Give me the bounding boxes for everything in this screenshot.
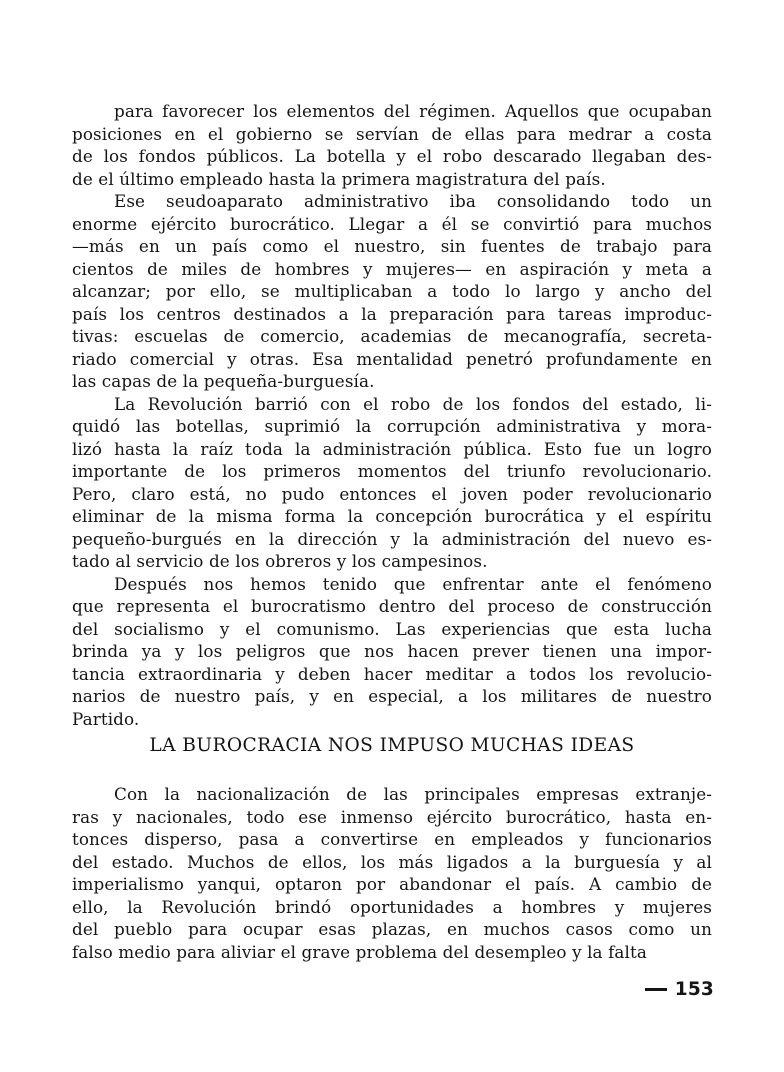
body-text-bottom — [72, 783, 712, 963]
text-line: para favorecer los elementos del régimen. Aquellos que ocupaban — [114, 101, 712, 121]
text-line: importante de los primeros momentos del triunfo revolucionario. — [72, 461, 712, 481]
text-line: pequeño-burgués en la dirección y la administración del nuevo es- — [72, 528, 712, 549]
text-line: del estado. Muchos de ellos, los más ligados a la burguesía y al — [72, 851, 712, 872]
text-line: Pero, claro está, no pudo entonces el joven poder revolucionario — [72, 483, 712, 504]
text-line: narios de nuestro país, y en especial, a los militares de nuestro — [72, 686, 712, 706]
text-line: brinda ya y los peligros que nos hacen prever tienen una impor- — [72, 641, 712, 661]
text-line: de los fondos públicos. La botella y el robo descarado llegaban des- — [72, 146, 712, 166]
text-line: Partido. — [72, 708, 140, 729]
text-line: Después nos hemos tenido que enfrentar ante el fenómeno — [114, 573, 712, 594]
section-heading: LA BUROCRACIA NOS IMPUSO MUCHAS IDEAS — [149, 735, 635, 756]
text-line: —más en un país como el nuestro, sin fuentes de trabajo para — [72, 236, 712, 256]
page-number-value: 153 — [674, 979, 714, 1000]
paragraph — [72, 190, 712, 393]
text-line: falso medio para aliviar el grave problema del desempleo y la falta — [72, 941, 647, 962]
text-line: riado comercial y otras. Esa mentalidad penetró profundamente en — [72, 348, 712, 369]
body-text-top — [72, 100, 712, 730]
text-line: del socialismo y el comunismo. Las experiencias que esta lucha — [72, 618, 712, 639]
text-line: lizó hasta la raíz toda la administración pública. Esto fue un logro — [72, 438, 712, 459]
page-number — [645, 979, 714, 1000]
text-line: ras y nacionales, todo ese inmenso ejército burocrático, hasta en- — [72, 806, 712, 827]
paragraph — [72, 100, 712, 190]
text-line: de el último empleado hasta la primera magistratura del país. — [72, 168, 606, 189]
text-line: quidó las botellas, suprimió la corrupción administrativa y mora- — [72, 416, 712, 436]
text-line: tancia extraordinaria y deben hacer meditar a todos los revolucio- — [72, 663, 712, 684]
text-line: tivas: escuelas de comercio, academias de mecanografía, secreta- — [72, 326, 712, 346]
paragraph — [72, 393, 712, 573]
text-line: tado al servicio de los obreros y los campesinos. — [72, 551, 488, 571]
text-line: Con la nacionalización de las principales empresas extranje- — [114, 784, 712, 804]
text-line: Ese seudoaparato administrativo iba consolidando todo un — [114, 191, 712, 211]
text-line: enorme ejército burocrático. Llegar a él se convirtió para muchos — [72, 213, 712, 234]
text-line: país los centros destinados a la preparación para tareas improduc- — [72, 303, 712, 324]
paragraph — [72, 783, 712, 963]
paragraph — [72, 573, 712, 731]
text-line: alcanzar; por ello, se multiplicaban a todo lo largo y ancho del — [72, 281, 712, 301]
text-line: La Revolución barrió con el robo de los fondos del estado, li- — [114, 393, 712, 414]
text-line: eliminar de la misma forma la concepción burocrática y el espíritu — [72, 506, 712, 526]
page-number-dash — [645, 988, 667, 991]
text-line: cientos de miles de hombres y mujeres— en aspiración y meta a — [72, 258, 712, 279]
text-line: posiciones en el gobierno se servían de ellas para medrar a costa — [72, 123, 712, 144]
text-line: las capas de la pequeña-burguesía. — [72, 371, 375, 391]
text-line: imperialismo yanqui, optaron por abandonar el país. A cambio de — [72, 874, 712, 894]
text-line: del pueblo para ocupar esas plazas, en muchos casos como un — [72, 919, 712, 939]
text-line: ello, la Revolución brindó oportunidades a hombres y mujeres — [72, 896, 712, 917]
text-line: que representa el burocratismo dentro del proceso de construcción — [72, 596, 712, 616]
text-line: tonces disperso, pasa a convertirse en empleados y funcionarios — [72, 829, 712, 849]
